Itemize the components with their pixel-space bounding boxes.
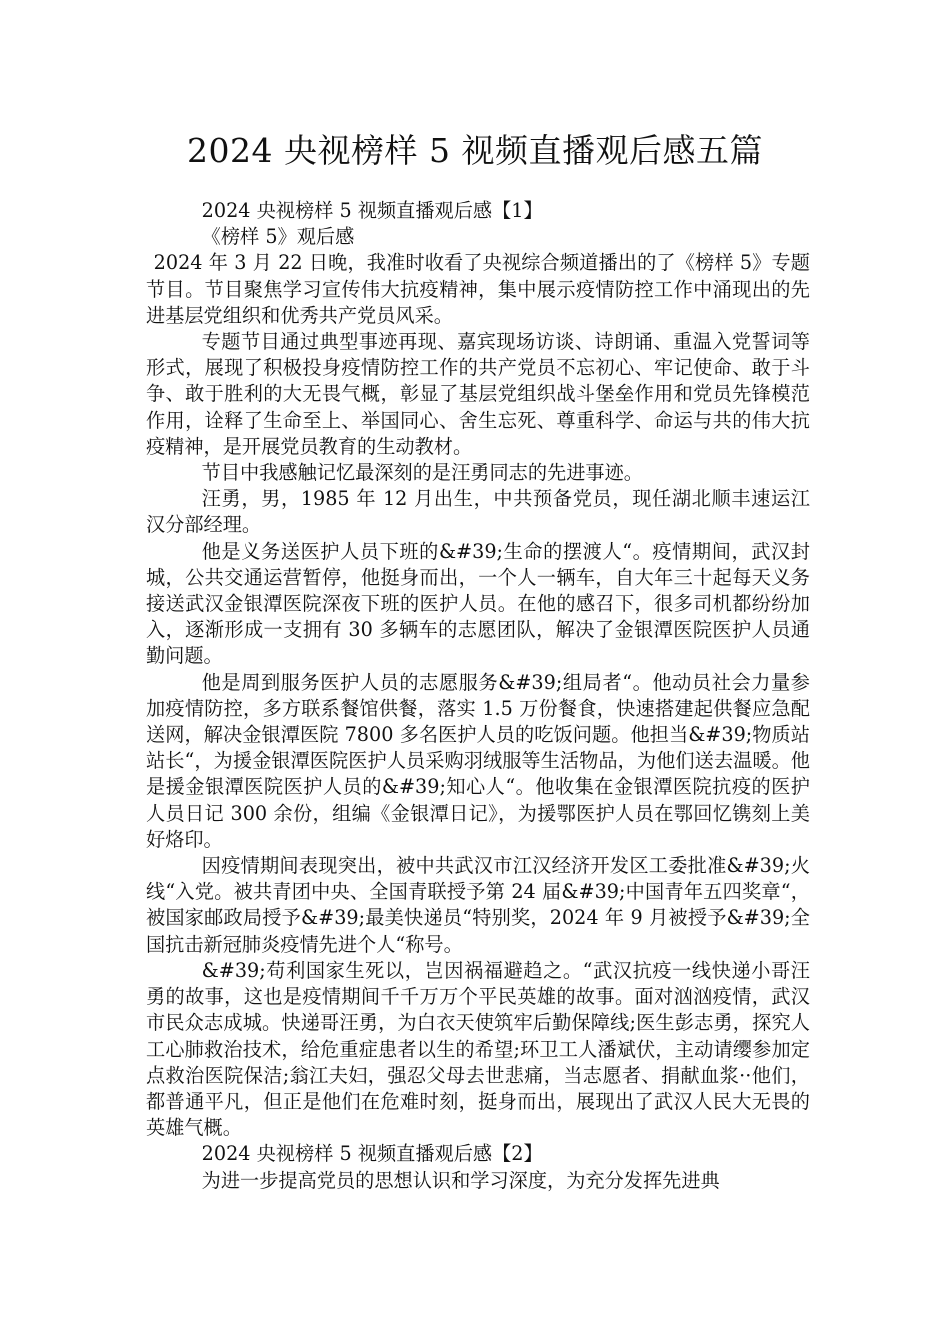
paragraph: 专题节目通过典型事迹再现、嘉宾现场访谈、诗朗诵、重温入党誓词等形式，展现了积极投身疫情防控工作的共产党员不忘初心、牢记使命、敢于斗争、敢于胜利的大无畏气概，彰显了基层党组织战斗堡垒作用和党员先锋模范作用，诠释了生命至上、举国同心、舍生忘死、尊重科学、命运与共的伟大抗疫精神，是开展党员教育的生动教材。 (146, 330, 810, 458)
paragraph: 节目中我感触记忆最深刻的是汪勇同志的先进事迹。 (201, 461, 643, 485)
paragraph: 汪勇，男，1985 年 12 月出生，中共预备党员，现任湖北顺丰速运江汉分部经理。 (146, 487, 810, 537)
section-heading-2: 2024 央视榜样 5 视频直播观后感【2】 (201, 1142, 543, 1166)
document-title: 2024 央视榜样 5 视频直播观后感五篇 (187, 131, 763, 170)
paragraph: &#39;苟利国家生死以，岂因祸福避趋之。“武汉抗疫一线快递小哥汪勇的故事，这也是疫情期间千千万万个平民英雄的故事。面对汹汹疫情，武汉市民众志成城。快递哥汪勇，为白衣天使筑牢后勤保障线;医生彭志勇，探究人工心肺救治技术，给危重症患者以生的希望;环卫工人潘斌伏，主动请缨参加定点救治医院保洁;翁江夫妇，强忍父母去世悲痛，当志愿者、捐献血浆··他们，都普通平凡，但正是他们在危难时刻，挺身而出，展现出了武汉人民大无畏的英雄气概。 (146, 958, 810, 1140)
subtitle-heading: 《榜样 5》观后感 (201, 225, 355, 249)
paragraph: 2024 年 3 月 22 日晚，我准时收看了央视综合频道播出的了《榜样 5》专题节目。节目聚焦学习宣传伟大抗疫精神，集中展示疫情防控工作中涌现出的先进基层党组织和优秀共产党员风采。 (146, 251, 810, 327)
paragraph: 为进一步提高党员的思想认识和学习深度，为充分发挥先进典 (201, 1168, 720, 1192)
section-heading-1: 2024 央视榜样 5 视频直播观后感【1】 (201, 199, 543, 222)
document-body (146, 198, 810, 1194)
paragraph: 他是义务送医护人员下班的&#39;生命的摆渡人“。疫情期间，武汉封城，公共交通运营暂停，他挺身而出，一个人一辆车，自大年三十起每天义务接送武汉金银潭医院深夜下班的医护人员。在他的感召下，很多司机都纷纷加入，逐渐形成一支拥有 30 多辆车的志愿团队，解决了金银潭医院医护人员通勤问题。 (146, 539, 810, 668)
paragraph: 他是周到服务医护人员的志愿服务&#39;组局者“。他动员社会力量参加疫情防控，多方联系餐馆供餐，落实 1.5 万份餐食，快速搭建起供餐应急配送网，解决金银潭医院 7800 多名医护人员的吃饭问题。他担当&#39;物质站站长“，为援金银潭医院医护人员采购羽绒服等生活物品，为他们送去温暖。他是援金银潭医院医护人员的&#39;知心人“。他收集在金银潭医院抗疫的医护人员日记 300 余份，组编《金银潭日记》，为援鄂医护人员在鄂回忆镌刻上美好烙印。 (146, 670, 810, 851)
paragraph: 因疫情期间表现突出，被中共武汉市江汉经济开发区工委批准&#39;火线“入党。被共青团中央、全国青联授予第 24 届&#39;中国青年五四奖章“，被国家邮政局授予&#39;最美快递员“特别奖，2024 年 9 月被授予&#39;全国抗击新冠肺炎疫情先进个人“称号。 (146, 854, 810, 956)
